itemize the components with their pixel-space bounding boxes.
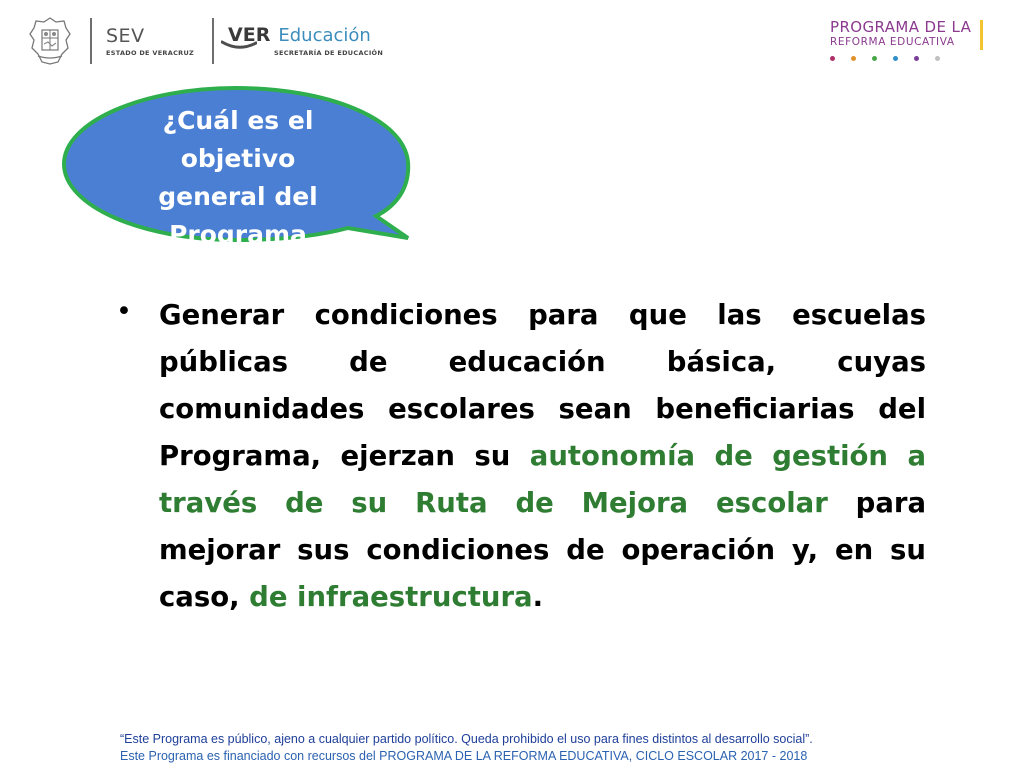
question-speech-bubble [58, 84, 414, 249]
program-logo-dots [830, 56, 940, 61]
objective-bullet [116, 292, 926, 621]
program-logo-dot [830, 56, 835, 61]
text-segment: Generar condiciones para que las escuelas públicas de educación básica, cuyas comunidades escolares sean beneficiarias del Programa, ejerzan su [159, 299, 926, 472]
logo-divider [90, 18, 92, 64]
footer-funding-note: Este Programa es financiado con recursos del PROGRAMA DE LA REFORMA EDUCATIVA, CICLO ESCOLAR 2017 - 2018 [120, 749, 808, 763]
program-logo-dot [851, 56, 856, 61]
bullet-marker: • [116, 296, 132, 327]
program-logo-line1: PROGRAMA DE LA [830, 18, 972, 36]
footer [120, 731, 980, 765]
text-segment: para mejorar sus condiciones de operación y, en su caso, [159, 487, 927, 613]
highlighted-text-segment: autonomía de gestión a través de su Ruta de Mejora escolar [159, 440, 926, 519]
logo-divider [212, 18, 214, 64]
educacion-title: Educación [278, 25, 371, 46]
program-logo-dot [914, 56, 919, 61]
ver-logo-swoosh-icon [221, 40, 257, 50]
educacion-subtitle: SECRETARÍA DE EDUCACIÓN [274, 49, 384, 57]
ver-title: VER [228, 24, 271, 46]
footer-disclaimer: “Este Programa es público, ajeno a cualquier partido político. Queda prohibido el uso para fines distintos al desarrollo social”. [120, 732, 813, 746]
sev-subtitle: ESTADO DE VERACRUZ [106, 48, 195, 57]
programa-reforma-educativa-logo [830, 16, 1000, 62]
objective-text [159, 292, 926, 621]
bubble-question-text: ¿Cuál es el objetivo general del Programa [158, 106, 318, 249]
sev-title: SEV [106, 24, 145, 47]
program-logo-dot [893, 56, 898, 61]
program-logo-line2: REFORMA EDUCATIVA [830, 36, 955, 48]
veracruz-coat-of-arms-icon [28, 16, 72, 66]
sev-ver-logo-group [28, 14, 383, 68]
program-logo-dot [935, 56, 940, 61]
highlighted-text-segment: de infraestructura [249, 581, 533, 613]
program-logo-dot [872, 56, 877, 61]
program-logo-bar [980, 20, 983, 50]
sev-logo [106, 26, 194, 57]
text-segment: . [532, 581, 544, 613]
